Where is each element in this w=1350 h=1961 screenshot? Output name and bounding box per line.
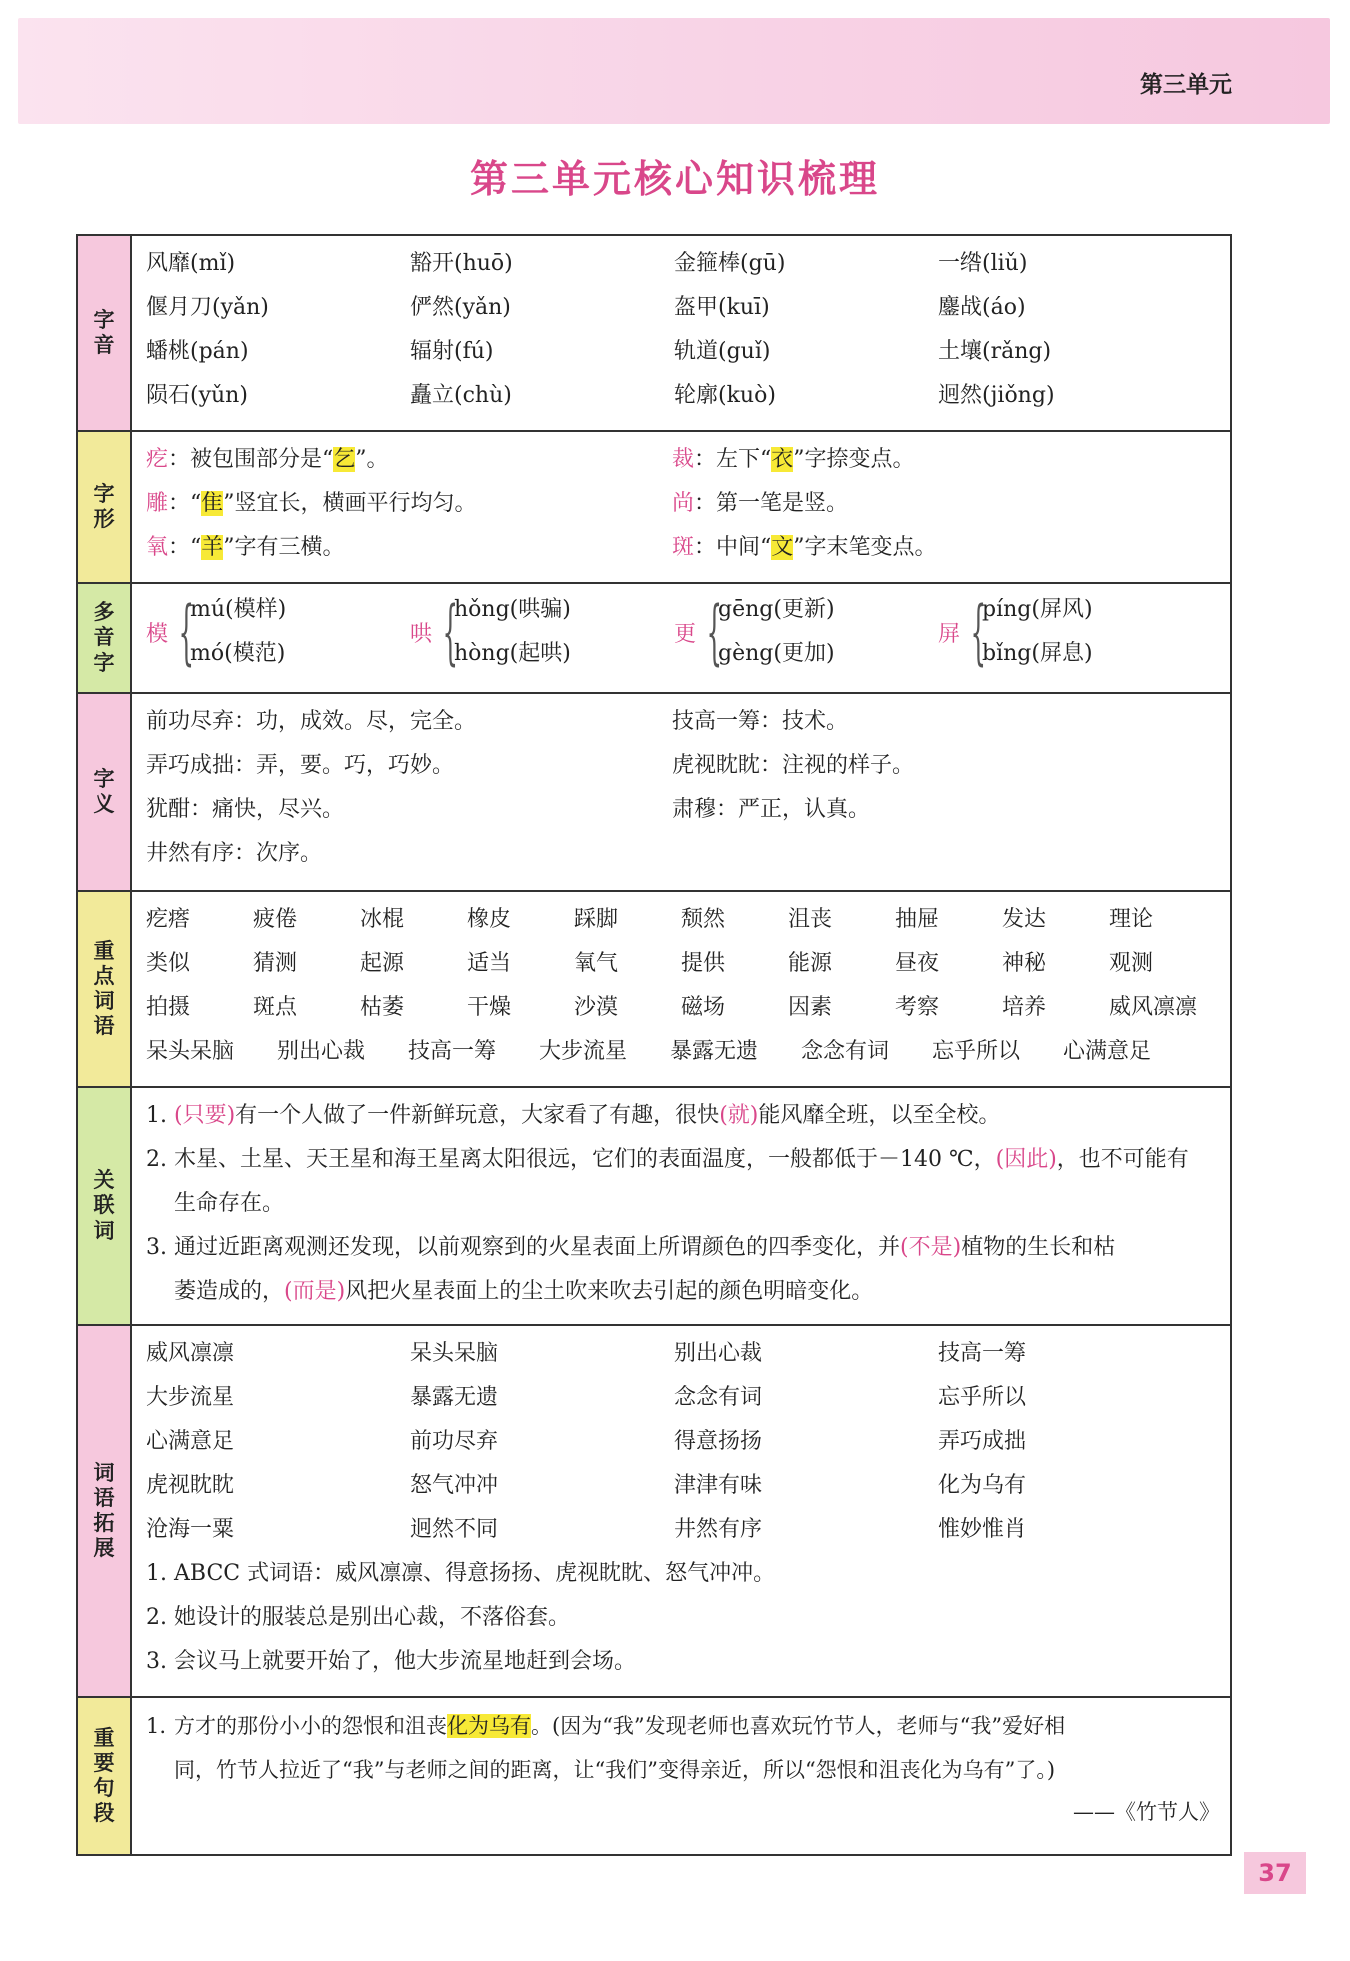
keyword-idiom: 暴露无遗 (670, 1039, 759, 1064)
sentence-text: 有一个人做了一件新鲜玩意，大家看了有趣，很快 (235, 1103, 720, 1128)
conjunction-word: (而是) (284, 1279, 346, 1304)
keyword-item: 磁场 (681, 995, 726, 1020)
keyword-item: 抽屉 (895, 907, 940, 932)
brace-icon: { (442, 591, 459, 673)
label-pronunciation (77, 235, 131, 431)
keyword-item: 冰棍 (360, 907, 405, 932)
keyword-item: 疙瘩 (146, 907, 191, 932)
conjunction-word: (就) (719, 1103, 759, 1128)
keyword-idiom: 技高一筹 (408, 1039, 497, 1064)
expansion-item: 怒气冲冲 (410, 1473, 499, 1498)
brace-icon: { (970, 591, 987, 673)
keyword-item: 踩脚 (574, 907, 619, 932)
sentence-text: 通过近距离观测还发现，以前观察到的火星表面上所谓颜色的四季变化，并 (174, 1235, 901, 1260)
keyword-item: 类似 (146, 951, 191, 976)
label-keywords (77, 891, 131, 1087)
polyphone-item (146, 588, 410, 676)
expansion-note: 3. 会议马上就要开始了，他大步流星地赶到会场。 (146, 1649, 636, 1674)
keyword-item: 沮丧 (788, 907, 833, 932)
page-title: 第三单元核心知识梳理 (469, 157, 880, 201)
expansion-item: 惟妙惟肖 (938, 1517, 1027, 1542)
unit-label: 第三单元 (1140, 72, 1232, 98)
keyword-item: 颓然 (681, 907, 726, 932)
passage-source: ——《竹节人》 (1073, 1800, 1220, 1824)
expansion-notes (146, 1552, 1220, 1684)
keyword-item: 提供 (681, 951, 726, 976)
polyphone-grid (146, 586, 1220, 678)
knowledge-table (76, 234, 1232, 1856)
expansion-item: 井然有序 (674, 1517, 763, 1542)
glyph-note-a: ：左下“ (694, 447, 772, 472)
label-conjunctions (77, 1087, 131, 1325)
glyph-note-a: ：中间“ (694, 535, 772, 560)
pronunciation-item: 风靡(mǐ) (146, 251, 236, 276)
glyph-note-b: ”。 (355, 447, 389, 472)
conjunction-word: (只要) (174, 1103, 236, 1128)
item-number: 1. (146, 1103, 167, 1128)
keyword-idiom: 心满意足 (1063, 1039, 1152, 1064)
keywords-grid (146, 898, 1220, 1030)
row-glyph (77, 431, 1231, 583)
row-key-passage (77, 1697, 1231, 1855)
pronunciation-item: 矗立(chù) (410, 383, 512, 408)
expansion-note: 2. 她设计的服装总是别出心裁，不落俗套。 (146, 1605, 570, 1630)
expansion-item: 念念有词 (674, 1385, 763, 1410)
expansion-item: 化为乌有 (938, 1473, 1027, 1498)
reading-2: gèng(更加) (718, 641, 835, 666)
glyph-note-a: ：“ (168, 535, 202, 560)
keyword-idiom: 别出心裁 (277, 1039, 366, 1064)
label-polyphones (77, 583, 131, 693)
meaning-item: 技高一筹：技术。 (672, 709, 849, 734)
expansion-item: 大步流星 (146, 1385, 235, 1410)
section-label-text: 字 形 (93, 481, 115, 531)
pronunciation-item: 陨石(yǔn) (146, 383, 248, 408)
passage-after: 。(因为“我”发现老师也喜欢玩竹节人，老师与“我”爱好相 (531, 1714, 1066, 1738)
expansion-item: 弄巧成拙 (938, 1429, 1027, 1454)
pronunciation-item: 偃月刀(yǎn) (146, 295, 269, 320)
expansion-item: 津津有味 (674, 1473, 763, 1498)
sentence-text: 能风靡全班，以至全校。 (758, 1103, 1001, 1128)
glyph-item (146, 526, 672, 570)
glyph-item (672, 526, 1198, 570)
glyph-char: 裁 (672, 447, 695, 472)
meaning-item: 井然有序：次序。 (146, 841, 323, 866)
glyph-note-a: ：“ (168, 491, 202, 516)
label-expansion (77, 1325, 131, 1697)
pronunciation-item: 土壤(rǎng) (938, 339, 1052, 364)
meaning-item (672, 832, 1198, 876)
glyph-highlight: 羊 (201, 535, 224, 560)
item-number: 2. (146, 1147, 167, 1172)
sentence-text: 风把火星表面上的尘土吹来吹去引起的颜色明暗变化。 (345, 1279, 874, 1304)
header-band (18, 18, 1330, 124)
sentence-text: 植物的生长和枯 (961, 1235, 1116, 1260)
keyword-item: 适当 (467, 951, 512, 976)
conjunction-word: (因此) (995, 1147, 1057, 1172)
reading-1: píng(屏风) (982, 597, 1093, 622)
glyph-note-a: ：第一笔是竖。 (694, 491, 849, 516)
row-expansion (77, 1325, 1231, 1697)
keyword-item: 理论 (1109, 907, 1154, 932)
keyword-idiom: 忘乎所以 (932, 1039, 1021, 1064)
label-key-passage (77, 1697, 131, 1855)
pronunciation-item: 盔甲(kuī) (674, 295, 770, 320)
section-label-text: 词 语 拓 展 (93, 1460, 115, 1561)
polyphone-readings (454, 588, 571, 676)
sentence-text: 萎造成的， (174, 1279, 285, 1304)
keyword-item: 疲倦 (253, 907, 298, 932)
keyword-item: 昼夜 (895, 951, 940, 976)
pronunciation-item: 一绺(liǔ) (938, 251, 1028, 276)
expansion-item: 暴露无遗 (410, 1385, 499, 1410)
glyph-note-b: ”竖宜长，横画平行均匀。 (223, 491, 477, 516)
keyword-item: 发达 (1002, 907, 1047, 932)
polyphone-readings (982, 588, 1093, 676)
reading-1: mú(模样) (190, 597, 287, 622)
glyph-item (146, 438, 672, 482)
conjunction-line-cont: 生命存在。 (174, 1191, 285, 1216)
glyph-char: 氧 (146, 535, 169, 560)
meaning-item: 弄巧成拙：弄，要。巧，巧妙。 (146, 753, 455, 778)
expansion-item: 迥然不同 (410, 1517, 499, 1542)
polyphone-readings (718, 588, 835, 676)
pronunciation-item: 俨然(yǎn) (410, 295, 511, 320)
pronunciation-item: 辐射(fú) (410, 339, 494, 364)
label-glyph (77, 431, 131, 583)
keyword-idiom: 大步流星 (539, 1039, 628, 1064)
section-label-text: 字 义 (93, 766, 115, 816)
keyword-item: 沙漠 (574, 995, 619, 1020)
section-label-text: 字 音 (93, 307, 115, 357)
pronunciation-item: 轮廓(kuò) (674, 383, 776, 408)
conjunction-line-cont (146, 1270, 1220, 1314)
expansion-note: 1. ABCC 式词语：威风凛凛、得意扬扬、虎视眈眈、怒气冲冲。 (146, 1561, 776, 1586)
row-pronunciation (77, 235, 1231, 431)
meaning-item: 犹酣：痛快，尽兴。 (146, 797, 345, 822)
pronunciation-item: 迥然(jiǒng) (938, 383, 1055, 408)
keyword-item: 枯萎 (360, 995, 405, 1020)
row-conjunctions (77, 1087, 1231, 1325)
keyword-item: 拍摄 (146, 995, 191, 1020)
glyph-char: 尚 (672, 491, 695, 516)
keyword-item: 培养 (1002, 995, 1047, 1020)
glyph-item (672, 438, 1198, 482)
expansion-item: 技高一筹 (938, 1341, 1027, 1366)
pronunciation-item: 豁开(huō) (410, 251, 513, 276)
keyword-item: 起源 (360, 951, 405, 976)
passage-number: 1. (146, 1714, 167, 1738)
keyword-item: 观测 (1109, 951, 1154, 976)
expansion-item: 威风凛凛 (146, 1341, 235, 1366)
passage-line-1 (146, 1704, 1220, 1748)
keyword-item: 氧气 (574, 951, 619, 976)
meaning-item: 肃穆：严正，认真。 (672, 797, 871, 822)
polyphone-item (674, 588, 938, 676)
glyph-item (672, 482, 1198, 526)
keyword-item: 橡皮 (467, 907, 512, 932)
pronunciation-item: 蟠桃(pán) (146, 339, 249, 364)
keyword-idiom: 念念有词 (801, 1039, 890, 1064)
row-keywords (77, 891, 1231, 1087)
expansion-item: 心满意足 (146, 1429, 235, 1454)
expansion-grid (146, 1332, 1220, 1552)
pronunciation-grid (146, 242, 1220, 418)
polyphone-char: 屏 (938, 621, 961, 647)
keyword-item: 神秘 (1002, 951, 1047, 976)
reading-1: hǒng(哄骗) (454, 597, 571, 622)
conjunction-line (146, 1094, 1220, 1138)
reading-2: hòng(起哄) (454, 641, 571, 666)
keyword-item: 考察 (895, 995, 940, 1020)
keyword-item: 猜测 (253, 951, 298, 976)
row-polyphones (77, 583, 1231, 693)
pronunciation-item: 鏖战(áo) (938, 295, 1026, 320)
glyph-note-b: ”字有三横。 (223, 535, 345, 560)
passage-highlight: 化为乌有 (447, 1714, 531, 1738)
expansion-item: 别出心裁 (674, 1341, 763, 1366)
polyphone-char: 哄 (410, 621, 433, 647)
meaning-item: 前功尽弃：功，成效。尽，完全。 (146, 709, 477, 734)
polyphone-char: 模 (146, 621, 169, 647)
conjunction-word: (不是) (900, 1235, 962, 1260)
glyph-highlight: 隹 (201, 491, 224, 516)
passage-line-2: 同，竹节人拉近了“我”与老师之间的距离，让“我们”变得亲近，所以“怨恨和沮丧化为乌有”了。) (174, 1758, 1056, 1782)
meaning-item: 虎视眈眈：注视的样子。 (672, 753, 915, 778)
section-label-text: 重 点 词 语 (93, 938, 115, 1039)
glyph-highlight: 衣 (771, 447, 794, 472)
reading-1: gēng(更新) (718, 597, 835, 622)
glyph-note-a: ：被包围部分是“ (168, 447, 334, 472)
passage-before: 方才的那份小小的怨恨和沮丧 (174, 1714, 447, 1738)
section-label-text: 多 音 字 (93, 600, 115, 675)
meaning-grid (146, 700, 1220, 876)
keyword-item: 威风凛凛 (1109, 995, 1198, 1020)
keyword-item: 干燥 (467, 995, 512, 1020)
conjunction-line (146, 1138, 1220, 1182)
glyph-item (146, 482, 672, 526)
pronunciation-item: 金箍棒(gū) (674, 251, 786, 276)
keyword-item: 因素 (788, 995, 833, 1020)
glyph-note-b: ”字末笔变点。 (793, 535, 937, 560)
brace-icon: { (178, 591, 195, 673)
keyword-idiom: 呆头呆脑 (146, 1039, 235, 1064)
glyph-note-b: ”字捺变点。 (793, 447, 915, 472)
section-label-text: 关 联 词 (93, 1168, 115, 1243)
expansion-item: 得意扬扬 (674, 1429, 763, 1454)
reading-2: bǐng(屏息) (982, 641, 1093, 666)
section-label-text: 重 要 句 段 (93, 1725, 115, 1826)
expansion-item: 虎视眈眈 (146, 1473, 235, 1498)
page-number: 37 (1244, 1852, 1306, 1894)
glyph-highlight: 文 (771, 535, 794, 560)
conjunction-line (146, 1226, 1220, 1270)
polyphone-readings (190, 588, 286, 676)
keywords-idioms (146, 1030, 1220, 1074)
expansion-item: 呆头呆脑 (410, 1341, 499, 1366)
pronunciation-item: 轨道(guǐ) (674, 339, 771, 364)
glyph-char: 雕 (146, 491, 169, 516)
expansion-item: 沧海一粟 (146, 1517, 235, 1542)
row-meaning (77, 693, 1231, 891)
item-number: 3. (146, 1235, 167, 1260)
polyphone-item (410, 588, 674, 676)
glyph-char: 斑 (672, 535, 695, 560)
sentence-text: 木星、土星、天王星和海王星离太阳很远，它们的表面温度，一般都低于－140 ℃， (174, 1147, 996, 1172)
polyphone-item (938, 588, 1202, 676)
brace-icon: { (706, 591, 723, 673)
expansion-item: 前功尽弃 (410, 1429, 499, 1454)
reading-2: mó(模范) (190, 641, 286, 666)
sentence-text: ，也不可能有 (1056, 1147, 1189, 1172)
glyph-highlight: 乞 (333, 447, 356, 472)
keyword-item: 斑点 (253, 995, 298, 1020)
keyword-item: 能源 (788, 951, 833, 976)
expansion-item: 忘乎所以 (938, 1385, 1027, 1410)
glyph-char: 疙 (146, 447, 169, 472)
glyph-grid (146, 438, 1220, 570)
polyphone-char: 更 (674, 621, 697, 647)
label-meaning (77, 693, 131, 891)
